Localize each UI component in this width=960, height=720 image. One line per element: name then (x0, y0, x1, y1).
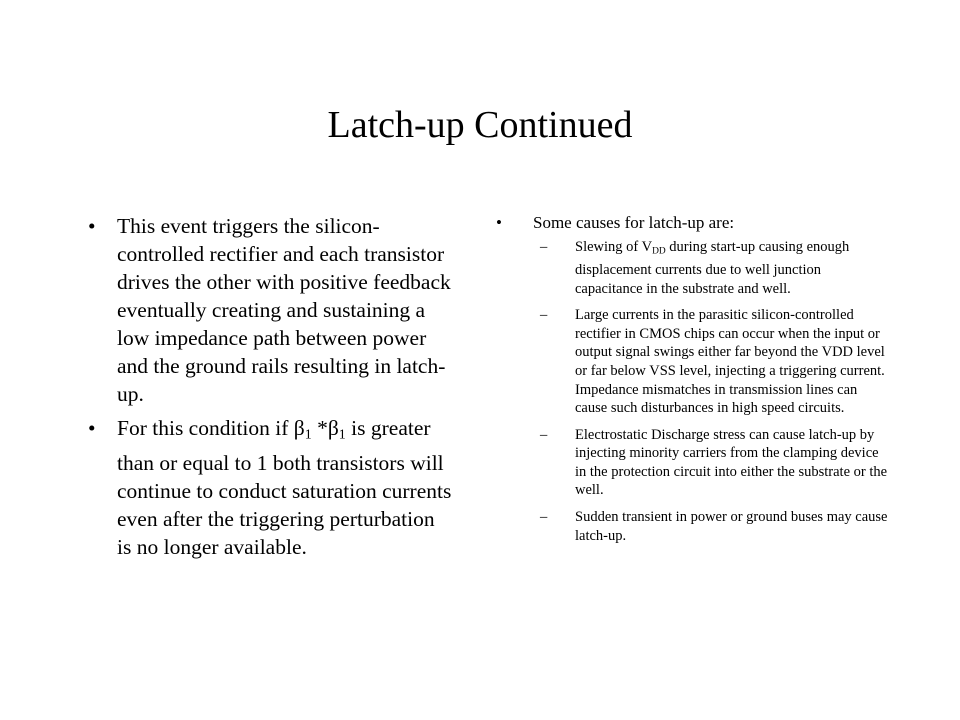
slide-title: Latch-up Continued (327, 104, 633, 146)
bullet-text (117, 416, 451, 559)
right-heading-text: Some causes for latch-up are: (533, 213, 735, 232)
bullet-text: This event triggers the silicon-controlled rectifier and each transistor drives the other with positive feedback eventually creating and sustaining a low impedance path between power and the ground rails resulting in latch-up. (117, 214, 451, 406)
bullet-marker: • (88, 214, 96, 238)
right-column (496, 212, 888, 553)
dash-marker: – (540, 426, 548, 443)
cause-item (496, 426, 888, 500)
right-heading-bullet (496, 212, 888, 234)
bullet-marker: • (496, 213, 502, 232)
beta-symbol: β (327, 416, 339, 440)
bullet-text-pre: For this condition if (117, 416, 294, 440)
left-bullet-item (80, 212, 452, 408)
dash-marker: – (540, 307, 548, 324)
vdd-subscript: DD (652, 246, 666, 257)
cause-text-post: during start-up causing enough displacement currents due to well junction capacitance in the substrate and well. (575, 239, 850, 297)
cause-text: Sudden transient in power or ground buses may cause latch-up. (575, 509, 888, 544)
left-bullet-list (80, 212, 452, 561)
cause-item (496, 238, 888, 298)
beta-symbol: β (293, 416, 305, 440)
multiply-symbol: * (311, 416, 328, 440)
causes-sub-list (496, 238, 888, 545)
beta-subscript: 1 (338, 427, 346, 443)
cause-item (496, 306, 888, 418)
left-bullet-item (80, 414, 452, 561)
left-column (80, 212, 452, 567)
bullet-text-post: is greater than or equal to 1 both transistors will continue to conduct saturation currents even after the triggering perturbation is no longer available. (117, 416, 452, 560)
cause-text: Electrostatic Discharge stress can cause latch-up by injecting minority carriers from the clamping device in the protection circuit into either the substrate or the well. (575, 426, 888, 499)
cause-text (575, 239, 849, 297)
bullet-marker: • (88, 416, 96, 440)
beta-subscript: 1 (304, 427, 312, 443)
dash-marker: – (540, 239, 548, 255)
cause-text-pre: Slewing of V (575, 239, 653, 255)
dash-marker: – (540, 509, 548, 526)
cause-text: Large currents in the parasitic silicon-controlled rectifier in CMOS chips can occur when the input or output signal swings either far beyond the VDD level or far below VSS level, injecting a triggering current. Impedance mismatches in transmission lines can cause such disturbances in high speed circuits. (575, 307, 885, 417)
cause-item (496, 508, 888, 545)
